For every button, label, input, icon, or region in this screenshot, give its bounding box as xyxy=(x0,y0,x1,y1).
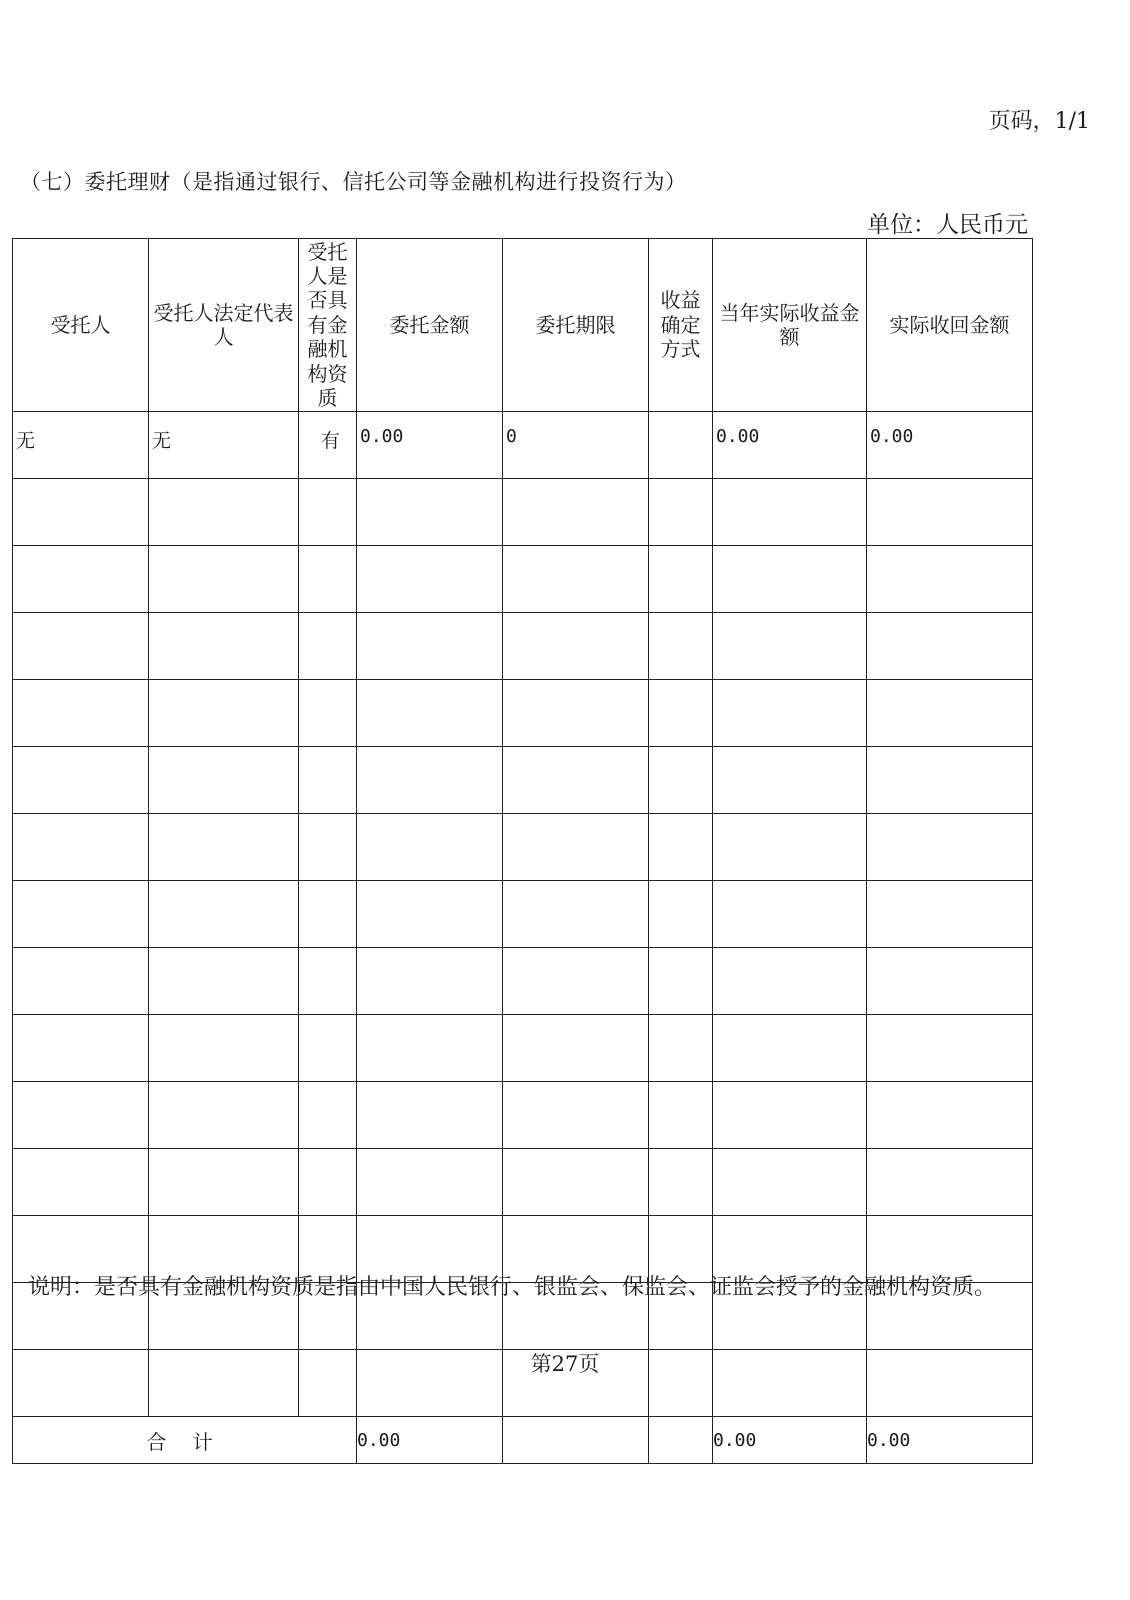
table-row-empty xyxy=(13,546,1033,613)
empty-cell xyxy=(867,747,1033,814)
total-income-method xyxy=(649,1417,713,1464)
empty-cell xyxy=(13,747,149,814)
empty-cell xyxy=(13,546,149,613)
col-header-income-method: 收益确定方式 xyxy=(649,239,713,412)
cell-actual-recovered: 0.00 xyxy=(867,412,1033,479)
empty-cell xyxy=(149,680,299,747)
empty-cell xyxy=(713,479,867,546)
empty-cell xyxy=(713,948,867,1015)
empty-cell xyxy=(299,948,357,1015)
table-row-empty xyxy=(13,613,1033,680)
table-row-empty xyxy=(13,479,1033,546)
empty-cell xyxy=(503,546,649,613)
empty-cell xyxy=(649,613,713,680)
currency-unit: 单位：人民币元 xyxy=(867,212,1028,238)
empty-cell xyxy=(149,747,299,814)
col-header-entrusted-amount: 委托金额 xyxy=(357,239,503,412)
cell-income-method xyxy=(649,412,713,479)
empty-cell xyxy=(149,1149,299,1216)
empty-cell xyxy=(357,881,503,948)
empty-cell xyxy=(149,948,299,1015)
empty-cell xyxy=(357,1149,503,1216)
empty-cell xyxy=(649,680,713,747)
cell-financial-qualification: 有 xyxy=(299,412,357,479)
empty-cell xyxy=(503,479,649,546)
empty-cell xyxy=(13,1149,149,1216)
empty-cell xyxy=(867,1149,1033,1216)
empty-cell xyxy=(713,680,867,747)
cell-entrusted-term: 0 xyxy=(503,412,649,479)
empty-cell xyxy=(299,814,357,881)
page-code: 页码，1/1 xyxy=(988,109,1090,134)
empty-cell xyxy=(149,814,299,881)
table-row-empty xyxy=(13,814,1033,881)
empty-cell xyxy=(357,546,503,613)
empty-cell xyxy=(13,814,149,881)
empty-cell xyxy=(713,1015,867,1082)
empty-cell xyxy=(649,1015,713,1082)
empty-cell xyxy=(713,1149,867,1216)
empty-cell xyxy=(357,1015,503,1082)
table-row-empty xyxy=(13,881,1033,948)
cell-legal-representative: 无 xyxy=(149,412,299,479)
empty-cell xyxy=(867,814,1033,881)
total-actual-income: 0.00 xyxy=(713,1417,867,1464)
empty-cell xyxy=(299,1015,357,1082)
cell-actual-income: 0.00 xyxy=(713,412,867,479)
col-header-financial-qualification: 受托人是否具有金融机构资质 xyxy=(299,239,357,412)
table-row xyxy=(13,412,1033,479)
empty-cell xyxy=(867,948,1033,1015)
total-actual-recovered: 0.00 xyxy=(867,1417,1033,1464)
total-row xyxy=(13,1417,1033,1464)
total-label: 合 计 xyxy=(13,1417,357,1464)
empty-cell xyxy=(713,814,867,881)
empty-cell xyxy=(299,680,357,747)
table-header-row xyxy=(13,239,1033,412)
empty-cell xyxy=(357,479,503,546)
empty-cell xyxy=(503,613,649,680)
col-header-actual-recovered: 实际收回金额 xyxy=(867,239,1033,412)
empty-cell xyxy=(13,881,149,948)
empty-cell xyxy=(867,613,1033,680)
empty-cell xyxy=(299,881,357,948)
empty-cell xyxy=(649,814,713,881)
empty-cell xyxy=(299,613,357,680)
empty-cell xyxy=(649,747,713,814)
cell-entrusted-amount: 0.00 xyxy=(357,412,503,479)
cell-trustee: 无 xyxy=(13,412,149,479)
empty-cell xyxy=(13,1082,149,1149)
empty-cell xyxy=(503,1082,649,1149)
empty-cell xyxy=(149,613,299,680)
page-footer-number: 第27页 xyxy=(530,1352,600,1376)
empty-cell xyxy=(867,680,1033,747)
empty-cell xyxy=(149,546,299,613)
empty-cell xyxy=(649,881,713,948)
col-header-entrusted-term: 委托期限 xyxy=(503,239,649,412)
empty-cell xyxy=(649,546,713,613)
empty-cell xyxy=(503,1015,649,1082)
empty-cell xyxy=(357,948,503,1015)
col-header-trustee: 受托人 xyxy=(13,239,149,412)
col-header-actual-income: 当年实际收益金额 xyxy=(713,239,867,412)
empty-cell xyxy=(503,747,649,814)
empty-cell xyxy=(867,1015,1033,1082)
empty-cell xyxy=(299,1082,357,1149)
empty-cell xyxy=(713,1082,867,1149)
empty-cell xyxy=(503,881,649,948)
table-row-empty xyxy=(13,747,1033,814)
empty-cell xyxy=(149,881,299,948)
section-title: （七）委托理财（是指通过银行、信托公司等金融机构进行投资行为） xyxy=(20,170,687,194)
empty-cell xyxy=(13,479,149,546)
empty-cell xyxy=(13,680,149,747)
empty-cell xyxy=(713,747,867,814)
empty-cell xyxy=(503,948,649,1015)
empty-cell xyxy=(503,680,649,747)
empty-cell xyxy=(299,1149,357,1216)
table-body xyxy=(13,412,1033,1417)
table-row-empty xyxy=(13,680,1033,747)
empty-cell xyxy=(299,546,357,613)
empty-cell xyxy=(357,613,503,680)
empty-cell xyxy=(13,1015,149,1082)
empty-cell xyxy=(649,1082,713,1149)
empty-cell xyxy=(357,680,503,747)
empty-cell xyxy=(299,479,357,546)
col-header-legal-representative: 受托人法定代表人 xyxy=(149,239,299,412)
empty-cell xyxy=(13,948,149,1015)
empty-cell xyxy=(649,479,713,546)
empty-cell xyxy=(357,747,503,814)
explanatory-note: 说明：是否具有金融机构资质是指由中国人民银行、银监会、保监会、证监会授予的金融机构资质。 xyxy=(28,1275,997,1300)
empty-cell xyxy=(357,814,503,881)
empty-cell xyxy=(149,1015,299,1082)
empty-cell xyxy=(867,1082,1033,1149)
empty-cell xyxy=(867,479,1033,546)
total-entrusted-amount: 0.00 xyxy=(357,1417,503,1464)
empty-cell xyxy=(649,948,713,1015)
table-row-empty xyxy=(13,948,1033,1015)
table-row-empty xyxy=(13,1082,1033,1149)
empty-cell xyxy=(299,747,357,814)
empty-cell xyxy=(649,1149,713,1216)
empty-cell xyxy=(503,814,649,881)
empty-cell xyxy=(713,546,867,613)
empty-cell xyxy=(357,1082,503,1149)
empty-cell xyxy=(149,479,299,546)
table-row-empty xyxy=(13,1149,1033,1216)
empty-cell xyxy=(149,1082,299,1149)
empty-cell xyxy=(13,613,149,680)
empty-cell xyxy=(867,881,1033,948)
empty-cell xyxy=(713,613,867,680)
table-row-empty xyxy=(13,1015,1033,1082)
empty-cell xyxy=(503,1149,649,1216)
empty-cell xyxy=(713,881,867,948)
empty-cell xyxy=(867,546,1033,613)
total-entrusted-term xyxy=(503,1417,649,1464)
